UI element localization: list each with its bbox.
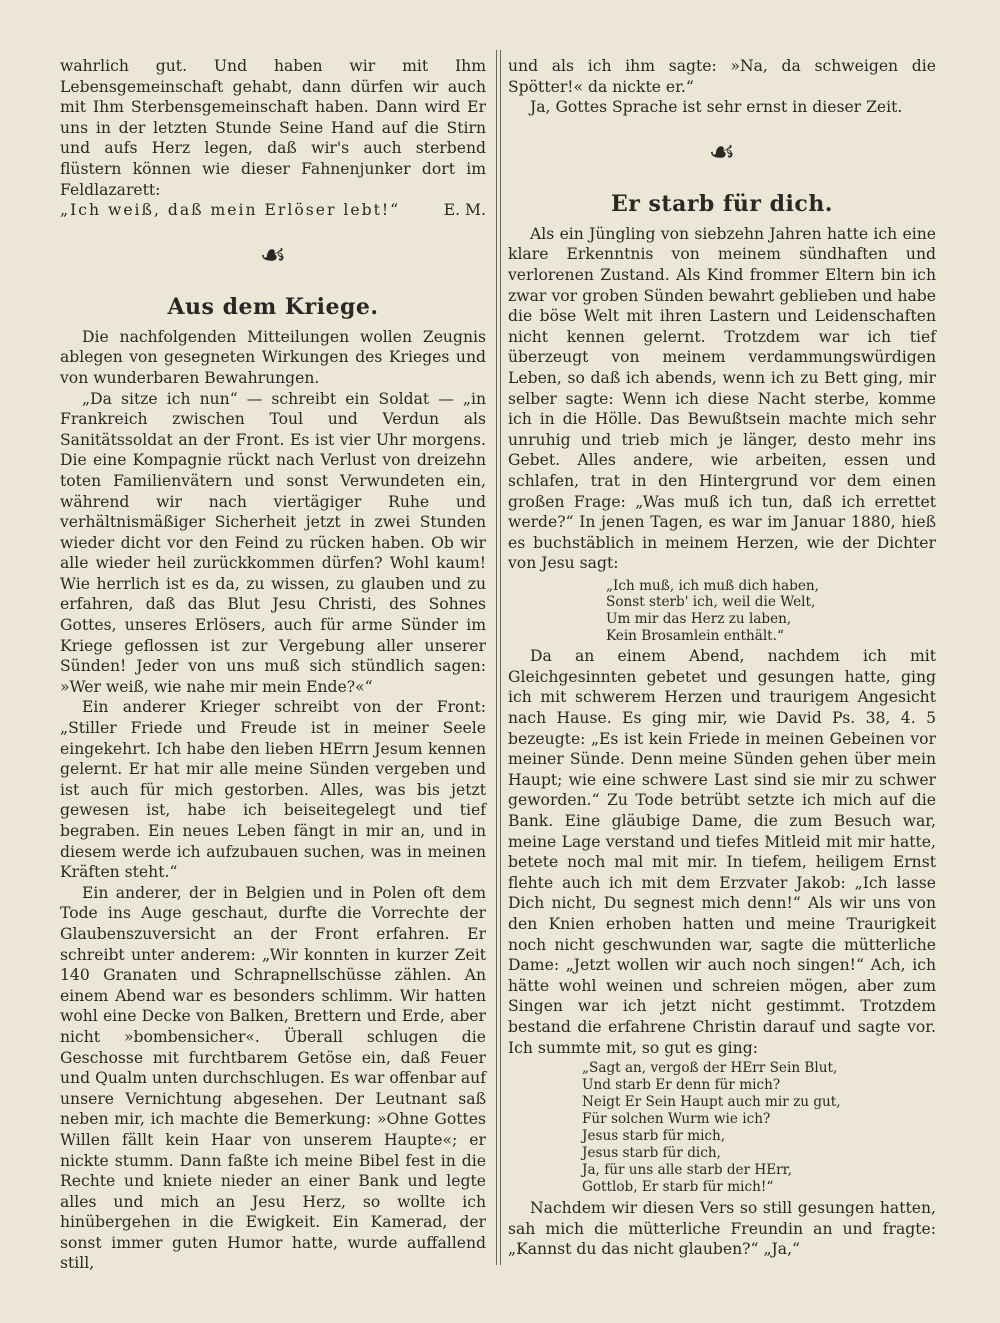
signature: E. M. bbox=[443, 201, 486, 220]
article-title-starb: Er starb für dich. bbox=[611, 190, 833, 217]
closing-line bbox=[60, 200, 486, 221]
left-continuation: wahrlich gut. Und haben wir mit Ihm Lebensgemeinschaft gehabt, dann dürfen wir auch mit Ihm Sterbensgemeinschaft haben. Dann wird Er uns in der letzten Stunde Seine Hand auf die Stirn und aufs Herz legen, daß wir's auch sterbend flüstern können wie dieser Fahnenjunker dort im Feldlazarett: bbox=[60, 57, 486, 199]
ornament-icon: ☙ bbox=[708, 134, 736, 170]
paragraph: Ein anderer, der in Belgien und in Polen oft dem Tode ins Auge geschaut, durfte die Vorrechte der Glaubenszuversicht an der Front erfahren. Er schreibt unter anderem: „Wir konnten in kurzer Zeit 140 Granaten und Schrapnellschüsse zählen. An einem Abend war es besonders schlimm. Wir hatten wohl eine Decke von Balken, Brettern und Erde, aber nicht »bombensicher«. Überall schlugen die Geschosse mit furchtbarem Getöse ein, daß Feuer und Qualm unten durchschlugen. Es war offenbar auf unsere Vernichtung abgesehen. Der Leutnant saß neben mir, ich machte die Bemerkung: »Ohne Gottes Willen fällt kein Haar von unserem Haupte«; er nickte stumm. Dann faßte ich meine Bibel fest in die Rechte und kniete nieder an einer Bank und legte alles und mich an Jesu Herz, so wollte ich hinübergehen in die Ewigkeit. Ein Kamerad, der sonst immer guten Humor hatte, wurde auffallend still, bbox=[60, 883, 486, 1273]
verse-line: Sonst sterb' ich, weil die Welt, bbox=[606, 594, 816, 611]
paragraph: Da an einem Abend, nachdem ich mit Gleichgesinnten gebetet und gesungen hatte, ging ich mit schwerem Herzen und traurigem Angesicht nach Hause. Es ging mir, wie David Ps. 38, 4. 5 bezeugte: „Es ist kein Friede in meinen Gebeinen vor meiner Sünde. Denn meine Sünden gehen über mein Haupt; wie eine schwere Last sind sie mir zu schwer geworden.“ Zu Tode betrübt setzte ich mich auf die Bank. Eine gläubige Dame, die zum Besuch war, meine Lage verstand und tiefes Mitleid mit mir hatte, betete noch mal mit mir. In tiefem, heiligem Ernst flehte auch ich mit dem Erzvater Jakob: „Ich lasse Dich nicht, Du segnest mich denn!“ Als wir uns von den Knien erhoben hatten und meine Traurigkeit noch nicht geschwunden war, sagte die mütterliche Dame: „Jetzt wollen wir auch noch singen!“ Ach, ich hätte wohl weinen und schreien mögen, aber zum Singen war ich jetzt nicht gestimmt. Trotzdem bestand die erfahrene Christin darauf und sagte vor. Ich summte mit, so gut es ging: bbox=[508, 647, 936, 1057]
paragraph: „Da sitze ich nun“ — schreibt ein Soldat — „in Frankreich zwischen Toul und Verdun als Sanitätssoldat an der Front. Es ist vier Uhr morgens. Die eine Kompagnie rückt nach Verlust von dreizehn toten Familienvätern und sonst Verwundeten ein, während wir nach viertägiger Ruhe und verhältnismäßiger Sicherheit jetzt in zwei Stunden wieder dicht vor den Feind zu rücken haben. Ob wir alle wieder heil zurückkommen dürfen? Wohl kaum! Wie herrlich ist es da, zu wissen, zu glauben und zu erfahren, daß das Blut Jesu Christi, des Sohnes Gottes, unseres Erlösers, auch für arme Sünder im Kriege geflossen ist zur Vergebung aller unserer Sünden! Jeder von uns muß sich stündlich sagen: »Wer weiß, wie nahe mir mein Ende?«“ bbox=[60, 389, 486, 696]
closing-line: Ja, Gottes Sprache ist sehr ernst in dieser Zeit. bbox=[530, 98, 903, 117]
ornament-icon: ☙ bbox=[259, 237, 287, 273]
paragraph: Als ein Jüngling von siebzehn Jahren hatte ich eine klare Erkenntnis von meinem sündhaften und verlorenen Zustand. Als Kind frommer Eltern bin ich zwar vor groben Sünden bewahrt geblieben und habe die böse Welt mit ihren Lastern und Leidenschaften nicht kennen gelernt. Trotzdem war ich tief überzeugt von meinem verdammungswürdigen Leben, so daß ich abends, wenn ich zu Bett ging, mir selber sagte: Wenn ich diese Nacht sterbe, komme ich in die Hölle. Das Bewußtsein machte mich sehr unruhig und trieb mich je länger, desto mehr ins Gebet. Alles andere, wie arbeiten, essen und schlafen, trat in den Hintergrund vor dem einen großen Frage: „Was muß ich tun, daß ich errettet werde?“ In jenen Tagen, es war im Januar 1880, hieß es buchstäblich in meinem Herzen, wie der Dichter von Jesu sagt: bbox=[508, 224, 936, 573]
verse-line: Neigt Er Sein Haupt auch mir zu gut, bbox=[582, 1094, 841, 1111]
verse-line: „Ich muß, ich muß dich haben, bbox=[606, 577, 819, 594]
column-divider bbox=[496, 50, 501, 1265]
verse-line: Ja, für uns alle starb der HErr, bbox=[582, 1162, 793, 1179]
quote: „Ich weiß, daß mein Erlöser lebt!“ bbox=[60, 201, 401, 220]
paragraph: Nachdem wir diesen Vers so still gesungen hatten, sah mich die mütterliche Freundin an und fragte: „Kannst du das nicht glauben?“ „Ja,“ bbox=[508, 1199, 936, 1259]
article-title-kriege: Aus dem Kriege. bbox=[167, 293, 379, 320]
paragraph: Ein anderer Krieger schreibt von der Front: „Stiller Friede und Freude ist in meiner Seele eingekehrt. Ich habe den lieben HErrn Jesum kennen gelernt. Er hat mir alle meine Sünden vergeben und ist auch für mich gestorben. Alles, was bis jetzt gewesen ist, habe ich beiseitegelegt und tief begraben. Ein neues Leben fängt in mir an, und in diesem werde ich aufzubauen suchen, was in meinen Kräften steht.“ bbox=[60, 698, 486, 882]
verse-line: Jesus starb für dich, bbox=[582, 1145, 721, 1162]
right-continuation: und als ich ihm sagte: »Na, da schweigen die Spötter!« da nickte er.“ bbox=[508, 57, 936, 96]
verse-line: Gottlob, Er starb für mich!“ bbox=[582, 1179, 774, 1196]
article-intro: Die nachfolgenden Mitteilungen wollen Zeugnis ablegen von gesegneten Wirkungen des Krieges und von wunderbaren Bewahrungen. bbox=[60, 327, 486, 387]
verse-block bbox=[606, 578, 936, 644]
verse-line: Jesus starb für mich, bbox=[582, 1128, 726, 1145]
right-column bbox=[508, 56, 936, 1260]
left-column bbox=[60, 56, 486, 1274]
verse-line: „Sagt an, vergoß der HErr Sein Blut, bbox=[582, 1060, 838, 1077]
verse-line: Für solchen Wurm wie ich? bbox=[582, 1111, 771, 1128]
verse-line: Kein Brosamlein enthält.“ bbox=[606, 627, 784, 644]
verse-line: Um mir das Herz zu laben, bbox=[606, 611, 792, 628]
verse-line: Und starb Er denn für mich? bbox=[582, 1077, 781, 1094]
verse-block bbox=[582, 1060, 936, 1196]
